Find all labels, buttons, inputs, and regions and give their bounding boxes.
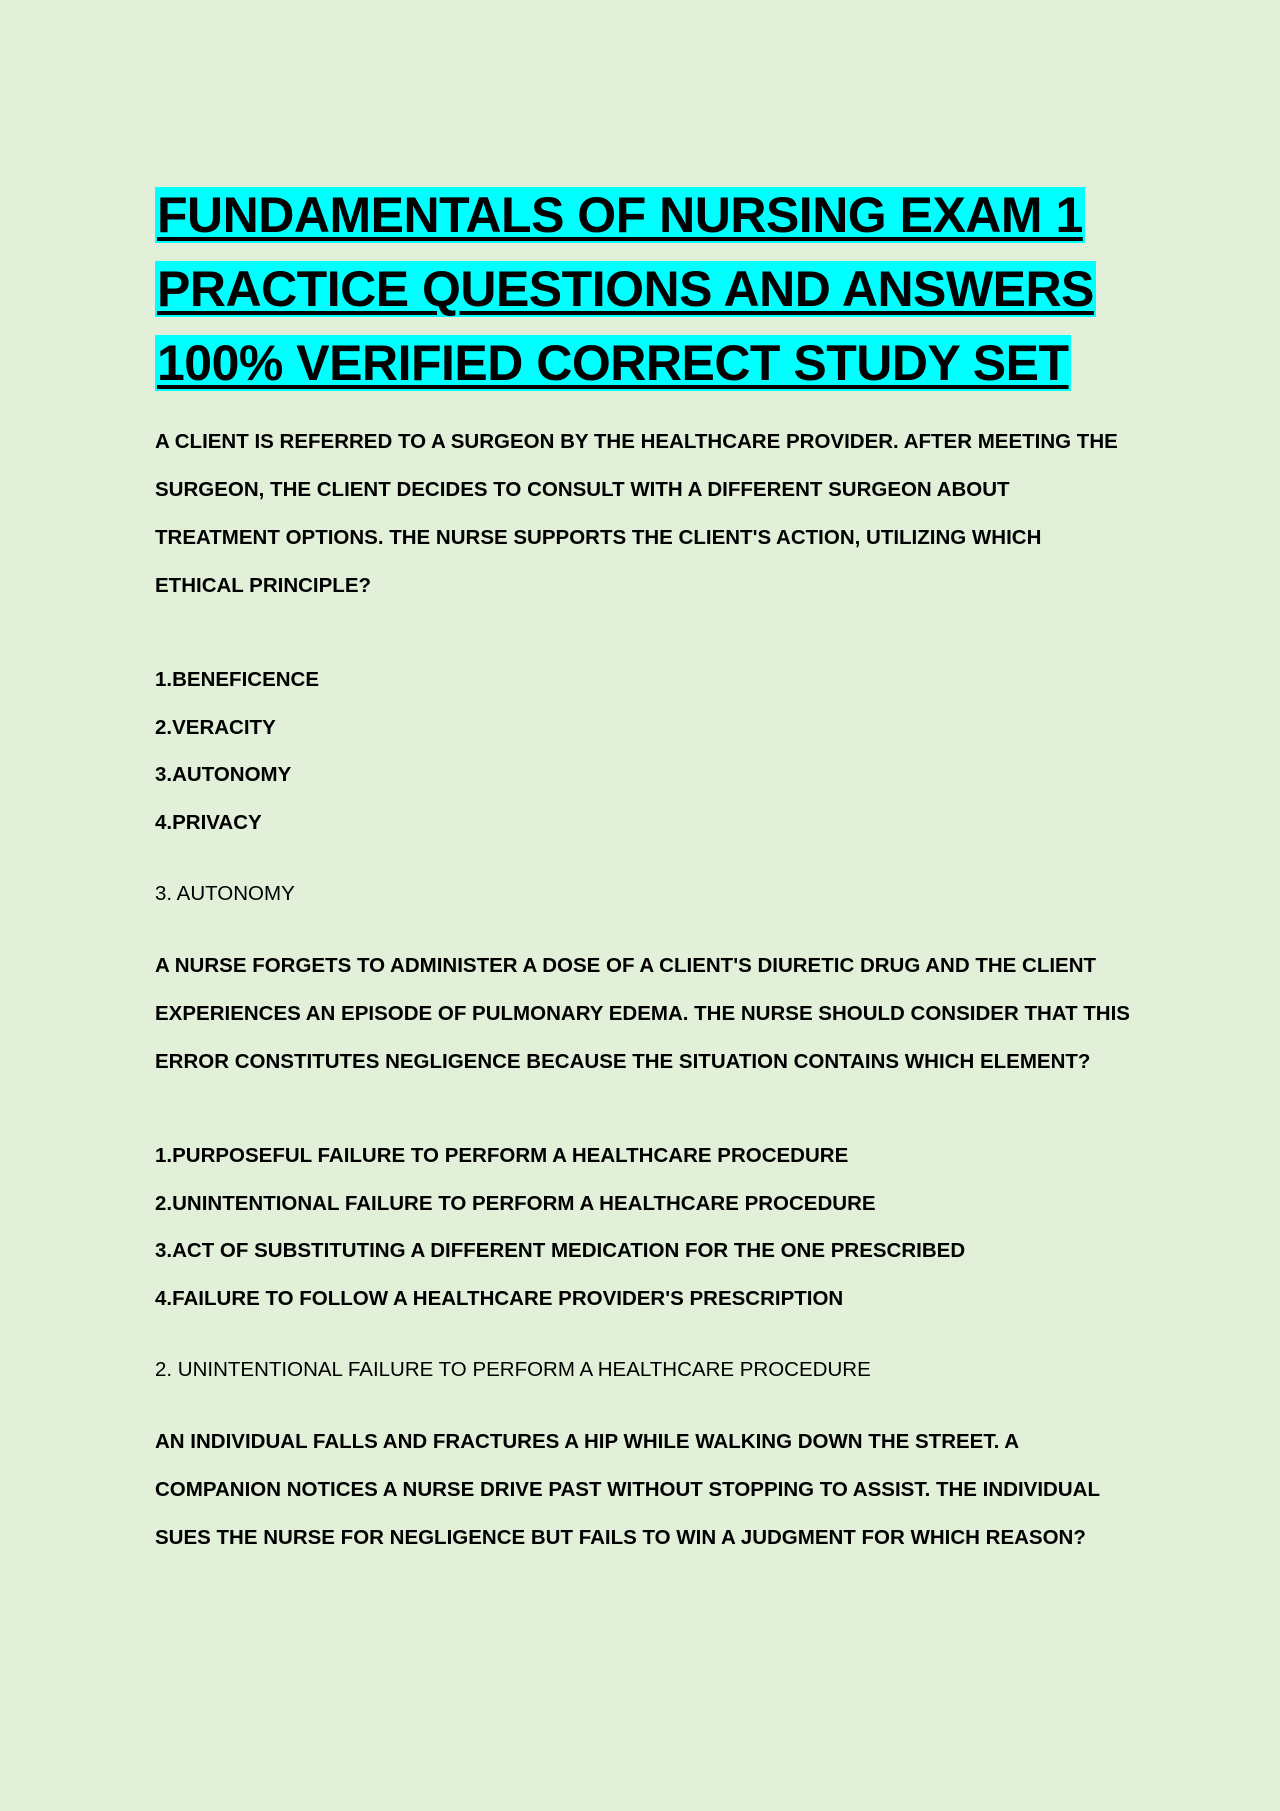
option-item: 4.FAILURE TO FOLLOW A HEALTHCARE PROVIDER'S PRESCRIPTION — [155, 1286, 844, 1310]
answer-text: 2. UNINTENTIONAL FAILURE TO PERFORM A HEALTHCARE PROCEDURE — [155, 1358, 871, 1381]
option-item: 2.VERACITY — [155, 715, 276, 739]
title-line-3: 100% VERIFIED CORRECT STUDY SET — [157, 335, 1069, 391]
option-item: 2.UNINTENTIONAL FAILURE TO PERFORM A HEALTHCARE PROCEDURE — [155, 1191, 876, 1215]
question-text: AN INDIVIDUAL FALLS AND FRACTURES A HIP WHILE WALKING DOWN THE STREET. A COMPANION NOTICES A NURSE DRIVE PAST WITHOUT STOPPING TO ASSIST. THE INDIVIDUAL SUES THE NURSE FOR NEGLIGENCE BUT FAILS TO WIN A JUDGMENT FOR WHICH REASON? — [155, 1430, 1100, 1549]
title-line-2: PRACTICE QUESTIONS AND ANSWERS — [157, 261, 1094, 317]
question-block-1 — [155, 418, 1130, 918]
answer-text: 3. AUTONOMY — [155, 882, 295, 905]
option-list — [155, 656, 1130, 846]
option-item: 3.AUTONOMY — [155, 763, 292, 786]
question-block-2 — [155, 942, 1130, 1394]
option-item: 3.ACT OF SUBSTITUTING A DIFFERENT MEDICATION FOR THE ONE PRESCRIBED — [155, 1239, 966, 1262]
option-item: 4.PRIVACY — [155, 810, 262, 834]
title-line-1: FUNDAMENTALS OF NURSING EXAM 1 — [157, 187, 1083, 243]
option-item: 1.BENEFICENCE — [155, 668, 320, 691]
question-text: A NURSE FORGETS TO ADMINISTER A DOSE OF A CLIENT'S DIURETIC DRUG AND THE CLIENT EXPERIENCES AN EPISODE OF PULMONARY EDEMA. THE NURSE SHOULD CONSIDER THAT THIS ERROR CONSTITUTES NEGLIGENCE BECAUSE THE SITUATION CONTAINS WHICH ELEMENT? — [155, 954, 1130, 1073]
question-block-3 — [155, 1418, 1130, 1562]
document-title — [155, 178, 1130, 400]
option-item: 1.PURPOSEFUL FAILURE TO PERFORM A HEALTHCARE PROCEDURE — [155, 1144, 849, 1167]
option-list — [155, 1132, 1130, 1322]
question-text: A CLIENT IS REFERRED TO A SURGEON BY THE HEALTHCARE PROVIDER. AFTER MEETING THE SURGEON, THE CLIENT DECIDES TO CONSULT WITH A DIFFERENT SURGEON ABOUT TREATMENT OPTIONS. THE NURSE SUPPORTS THE CLIENT'S ACTION, UTILIZING WHICH ETHICAL PRINCIPLE? — [155, 430, 1118, 597]
